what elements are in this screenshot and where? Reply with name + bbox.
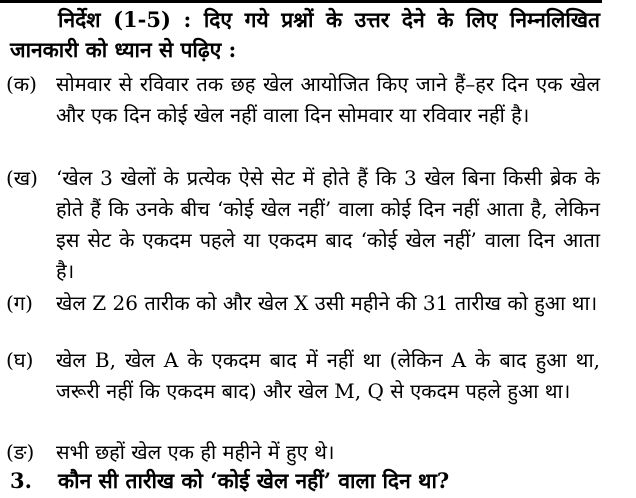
condition-marker: (ख) [6,166,38,190]
question-text: कौन सी तारीख को ‘कोई खेल नहीं’ वाला दिन था? [58,468,450,493]
condition-kha [6,163,600,289]
condition-ga [6,288,600,352]
directions-text: निर्देश (1-5) : दिए गये प्रश्नों के उत्तर देने के लिए निम्नलिखित जानकारी को ध्यान से पढ़िए : [10,7,600,62]
condition-marker: (ग) [6,291,33,315]
condition-ka [6,69,600,164]
condition-marker: (क) [6,72,37,96]
condition-gha [6,345,600,440]
question-number: 3. [10,468,32,493]
condition-text: ‘खेल 3 खेलों के प्रत्येक ऐसे सेट में होते हैं कि 3 खेल बिना किसी ब्रेक के होते हैं कि उनके बीच ‘कोई खेल नहीं’ वाला कोई दिन नहीं आता है, लेकिन इस सेट के एकदम पहले या एकदम बाद ‘कोई खेल नहीं’ वाला दिन आता है। [56,166,600,283]
condition-marker: (घ) [6,348,34,372]
condition-nga [6,437,600,468]
condition-marker: (ङ) [6,440,35,464]
top-rule [0,0,602,3]
condition-text: खेल B, खेल A के एकदम बाद में नहीं था (लेकिन A के बाद हुआ था, जरूरी नहीं कि एकदम बाद) और खेल M, Q से एकदम पहले हुआ था। [56,348,600,403]
condition-text: सोमवार से रविवार तक छह खेल आयोजित किए जाने हैं–हर दिन एक खेल और एक दिन कोई खेल नहीं वाला दिन सोमवार या रविवार नहीं है। [56,72,600,127]
condition-text: खेल Z 26 तारीक को और खेल X उसी महीने की 31 तारीख को हुआ था। [56,291,598,315]
condition-text: सभी छहों खेल एक ही महीने में हुए थे। [56,440,335,464]
directions-heading [10,5,600,65]
